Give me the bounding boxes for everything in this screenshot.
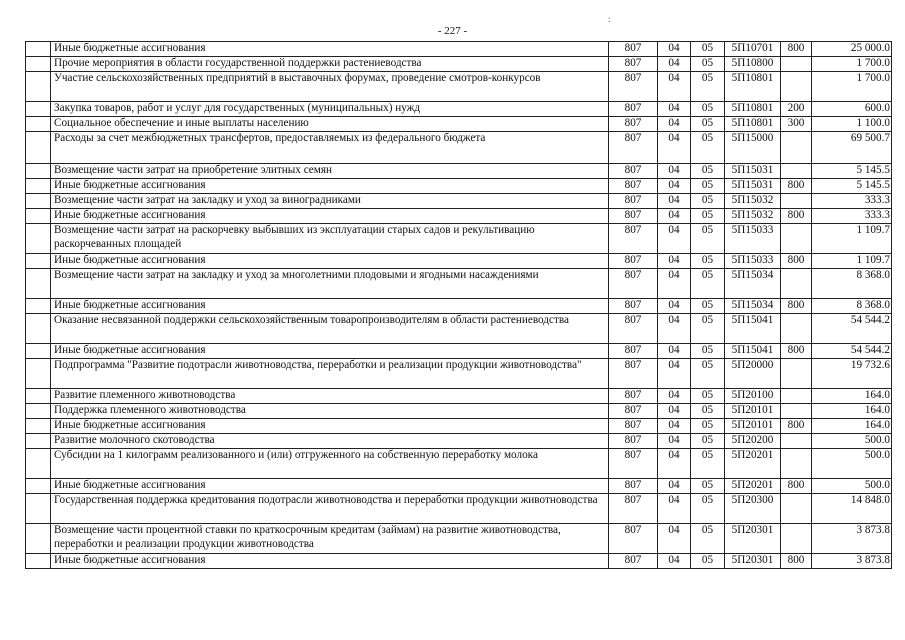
row-subsection: 05 <box>691 254 725 269</box>
row-blank-cell <box>26 179 51 194</box>
row-expense-type: 800 <box>781 344 812 359</box>
row-section: 04 <box>658 42 691 57</box>
row-blank-cell <box>26 164 51 179</box>
row-section: 04 <box>658 524 691 554</box>
row-admin-code: 807 <box>609 269 658 299</box>
row-target-code: 5П10801 <box>725 117 781 132</box>
row-amount: 333.3 <box>812 194 892 209</box>
row-target-code: 5П15032 <box>725 194 781 209</box>
row-target-code: 5П10801 <box>725 102 781 117</box>
table-row <box>26 419 892 434</box>
row-blank-cell <box>26 224 51 254</box>
row-section: 04 <box>658 72 691 102</box>
row-blank-cell <box>26 479 51 494</box>
row-section: 04 <box>658 434 691 449</box>
row-name: Иные бюджетные ассигнования <box>51 554 609 569</box>
row-subsection: 05 <box>691 132 725 164</box>
row-section: 04 <box>658 254 691 269</box>
row-target-code: 5П20201 <box>725 479 781 494</box>
table-row <box>26 179 892 194</box>
row-target-code: 5П20000 <box>725 359 781 389</box>
row-admin-code: 807 <box>609 57 658 72</box>
row-section: 04 <box>658 479 691 494</box>
row-blank-cell <box>26 419 51 434</box>
row-section: 04 <box>658 449 691 479</box>
row-expense-type: 800 <box>781 299 812 314</box>
row-expense-type <box>781 434 812 449</box>
table-row <box>26 479 892 494</box>
row-admin-code: 807 <box>609 179 658 194</box>
row-amount: 8 368.0 <box>812 269 892 299</box>
row-section: 04 <box>658 224 691 254</box>
row-subsection: 05 <box>691 299 725 314</box>
row-admin-code: 807 <box>609 194 658 209</box>
row-section: 04 <box>658 494 691 524</box>
row-name: Участие сельскохозяйственных предприятий в выставочных форумах, проведение смотров-конкурсов <box>51 72 609 102</box>
row-target-code: 5П20101 <box>725 419 781 434</box>
row-expense-type <box>781 269 812 299</box>
row-name: Иные бюджетные ассигнования <box>51 299 609 314</box>
row-blank-cell <box>26 389 51 404</box>
row-amount: 25 000.0 <box>812 42 892 57</box>
row-blank-cell <box>26 344 51 359</box>
row-blank-cell <box>26 42 51 57</box>
row-amount: 3 873.8 <box>812 524 892 554</box>
table-row <box>26 102 892 117</box>
row-section: 04 <box>658 179 691 194</box>
row-amount: 54 544.2 <box>812 344 892 359</box>
row-subsection: 05 <box>691 102 725 117</box>
row-admin-code: 807 <box>609 449 658 479</box>
budget-table <box>25 41 892 569</box>
table-row <box>26 524 892 554</box>
row-expense-type <box>781 194 812 209</box>
row-expense-type <box>781 164 812 179</box>
row-expense-type: 800 <box>781 209 812 224</box>
row-blank-cell <box>26 524 51 554</box>
row-subsection: 05 <box>691 434 725 449</box>
row-subsection: 05 <box>691 209 725 224</box>
row-amount: 500.0 <box>812 434 892 449</box>
row-amount: 500.0 <box>812 479 892 494</box>
row-expense-type <box>781 449 812 479</box>
row-target-code: 5П15031 <box>725 179 781 194</box>
row-subsection: 05 <box>691 524 725 554</box>
row-section: 04 <box>658 299 691 314</box>
row-amount: 1 700.0 <box>812 57 892 72</box>
row-amount: 5 145.5 <box>812 164 892 179</box>
row-blank-cell <box>26 554 51 569</box>
row-admin-code: 807 <box>609 72 658 102</box>
row-expense-type: 800 <box>781 479 812 494</box>
row-target-code: 5П15034 <box>725 299 781 314</box>
row-blank-cell <box>26 299 51 314</box>
row-target-code: 5П10801 <box>725 72 781 102</box>
row-target-code: 5П15000 <box>725 132 781 164</box>
row-blank-cell <box>26 494 51 524</box>
row-target-code: 5П20100 <box>725 389 781 404</box>
row-admin-code: 807 <box>609 494 658 524</box>
row-blank-cell <box>26 209 51 224</box>
row-admin-code: 807 <box>609 404 658 419</box>
row-blank-cell <box>26 449 51 479</box>
row-name: Возмещение части затрат на закладку и уход за многолетними плодовыми и ягодными насаждениями <box>51 269 609 299</box>
table-row <box>26 72 892 102</box>
row-name: Иные бюджетные ассигнования <box>51 254 609 269</box>
row-subsection: 05 <box>691 389 725 404</box>
table-row <box>26 42 892 57</box>
row-section: 04 <box>658 117 691 132</box>
table-row <box>26 449 892 479</box>
row-blank-cell <box>26 404 51 419</box>
row-name: Расходы за счет межбюджетных трансфертов, предоставляемых из федерального бюджета <box>51 132 609 164</box>
row-blank-cell <box>26 269 51 299</box>
row-expense-type: 800 <box>781 42 812 57</box>
row-amount: 600.0 <box>812 102 892 117</box>
row-expense-type <box>781 524 812 554</box>
row-expense-type: 200 <box>781 102 812 117</box>
row-expense-type: 300 <box>781 117 812 132</box>
row-subsection: 05 <box>691 479 725 494</box>
row-section: 04 <box>658 164 691 179</box>
row-section: 04 <box>658 314 691 344</box>
row-admin-code: 807 <box>609 164 658 179</box>
row-section: 04 <box>658 102 691 117</box>
row-expense-type: 800 <box>781 254 812 269</box>
row-section: 04 <box>658 269 691 299</box>
row-admin-code: 807 <box>609 419 658 434</box>
table-row <box>26 389 892 404</box>
table-row <box>26 117 892 132</box>
budget-table-body <box>26 42 892 569</box>
row-target-code: 5П20300 <box>725 494 781 524</box>
row-amount: 69 500.7 <box>812 132 892 164</box>
row-amount: 164.0 <box>812 389 892 404</box>
row-blank-cell <box>26 57 51 72</box>
row-amount: 1 109.7 <box>812 254 892 269</box>
row-target-code: 5П20200 <box>725 434 781 449</box>
row-admin-code: 807 <box>609 42 658 57</box>
table-row <box>26 299 892 314</box>
row-subsection: 05 <box>691 179 725 194</box>
row-blank-cell <box>26 434 51 449</box>
row-name: Возмещение части затрат на приобретение элитных семян <box>51 164 609 179</box>
table-row <box>26 209 892 224</box>
row-amount: 500.0 <box>812 449 892 479</box>
row-blank-cell <box>26 359 51 389</box>
table-row <box>26 269 892 299</box>
row-section: 04 <box>658 389 691 404</box>
row-amount: 5 145.5 <box>812 179 892 194</box>
row-name: Иные бюджетные ассигнования <box>51 419 609 434</box>
row-name: Поддержка племенного животноводства <box>51 404 609 419</box>
row-blank-cell <box>26 132 51 164</box>
row-name: Оказание несвязанной поддержки сельскохозяйственным товаропроизводителям в области растениеводства <box>51 314 609 344</box>
row-admin-code: 807 <box>609 209 658 224</box>
row-section: 04 <box>658 132 691 164</box>
row-section: 04 <box>658 359 691 389</box>
row-name: Развитие племенного животноводства <box>51 389 609 404</box>
row-admin-code: 807 <box>609 434 658 449</box>
row-subsection: 05 <box>691 449 725 479</box>
row-admin-code: 807 <box>609 117 658 132</box>
row-target-code: 5П15032 <box>725 209 781 224</box>
table-row <box>26 132 892 164</box>
row-subsection: 05 <box>691 194 725 209</box>
row-target-code: 5П15033 <box>725 224 781 254</box>
row-blank-cell <box>26 314 51 344</box>
page-number: - 227 - <box>437 25 468 37</box>
row-admin-code: 807 <box>609 524 658 554</box>
row-name: Субсидии на 1 килограмм реализованного и (или) отгруженного на собственную переработку молока <box>51 449 609 479</box>
table-row <box>26 434 892 449</box>
row-admin-code: 807 <box>609 132 658 164</box>
row-target-code: 5П10701 <box>725 42 781 57</box>
row-blank-cell <box>26 72 51 102</box>
row-name: Возмещение части процентной ставки по краткосрочным кредитам (займам) на развитие животноводства, переработки и реализации продукции животноводства <box>51 524 609 554</box>
row-admin-code: 807 <box>609 344 658 359</box>
row-expense-type: 800 <box>781 419 812 434</box>
row-subsection: 05 <box>691 57 725 72</box>
row-subsection: 05 <box>691 164 725 179</box>
row-target-code: 5П20301 <box>725 524 781 554</box>
row-expense-type <box>781 132 812 164</box>
row-name: Иные бюджетные ассигнования <box>51 179 609 194</box>
row-name: Возмещение части затрат на раскорчевку выбывших из эксплуатации старых садов и рекультивацию раскорчеванных площадей <box>51 224 609 254</box>
row-admin-code: 807 <box>609 389 658 404</box>
row-section: 04 <box>658 419 691 434</box>
table-row <box>26 194 892 209</box>
row-expense-type <box>781 72 812 102</box>
row-amount: 1 109.7 <box>812 224 892 254</box>
row-section: 04 <box>658 209 691 224</box>
row-subsection: 05 <box>691 419 725 434</box>
row-subsection: 05 <box>691 72 725 102</box>
row-amount: 1 700.0 <box>812 72 892 102</box>
row-name: Подпрограмма "Развитие подотрасли животноводства, переработки и реализации продукции животноводства" <box>51 359 609 389</box>
row-amount: 1 100.0 <box>812 117 892 132</box>
row-expense-type <box>781 359 812 389</box>
row-name: Иные бюджетные ассигнования <box>51 344 609 359</box>
row-amount: 8 368.0 <box>812 299 892 314</box>
row-target-code: 5П20201 <box>725 449 781 479</box>
row-subsection: 05 <box>691 494 725 524</box>
table-row <box>26 404 892 419</box>
row-target-code: 5П15041 <box>725 314 781 344</box>
row-expense-type <box>781 494 812 524</box>
row-subsection: 05 <box>691 359 725 389</box>
row-expense-type <box>781 389 812 404</box>
table-row <box>26 224 892 254</box>
row-amount: 164.0 <box>812 419 892 434</box>
row-name: Иные бюджетные ассигнования <box>51 479 609 494</box>
row-name: Прочие мероприятия в области государственной поддержки растениеводства <box>51 57 609 72</box>
row-subsection: 05 <box>691 42 725 57</box>
row-section: 04 <box>658 554 691 569</box>
row-admin-code: 807 <box>609 479 658 494</box>
row-blank-cell <box>26 194 51 209</box>
table-row <box>26 314 892 344</box>
row-admin-code: 807 <box>609 314 658 344</box>
row-amount: 333.3 <box>812 209 892 224</box>
row-amount: 54 544.2 <box>812 314 892 344</box>
row-amount: 164.0 <box>812 404 892 419</box>
row-target-code: 5П15033 <box>725 254 781 269</box>
row-expense-type <box>781 224 812 254</box>
row-name: Иные бюджетные ассигнования <box>51 42 609 57</box>
row-expense-type: 800 <box>781 554 812 569</box>
row-target-code: 5П15034 <box>725 269 781 299</box>
row-target-code: 5П15041 <box>725 344 781 359</box>
row-section: 04 <box>658 344 691 359</box>
row-name: Возмещение части затрат на закладку и уход за виноградниками <box>51 194 609 209</box>
table-row <box>26 359 892 389</box>
table-row <box>26 554 892 569</box>
row-amount: 3 873.8 <box>812 554 892 569</box>
row-blank-cell <box>26 102 51 117</box>
row-name: Социальное обеспечение и иные выплаты населению <box>51 117 609 132</box>
row-subsection: 05 <box>691 404 725 419</box>
row-admin-code: 807 <box>609 254 658 269</box>
table-row <box>26 164 892 179</box>
row-target-code: 5П10800 <box>725 57 781 72</box>
row-amount: 19 732.6 <box>812 359 892 389</box>
margin-mark: : <box>608 14 611 24</box>
row-name: Иные бюджетные ассигнования <box>51 209 609 224</box>
row-section: 04 <box>658 57 691 72</box>
row-name: Государственная поддержка кредитования подотрасли животноводства и переработки продукции животноводства <box>51 494 609 524</box>
table-row <box>26 494 892 524</box>
row-target-code: 5П20301 <box>725 554 781 569</box>
row-admin-code: 807 <box>609 102 658 117</box>
table-row <box>26 254 892 269</box>
row-subsection: 05 <box>691 224 725 254</box>
table-row <box>26 344 892 359</box>
row-target-code: 5П20101 <box>725 404 781 419</box>
row-section: 04 <box>658 404 691 419</box>
row-subsection: 05 <box>691 314 725 344</box>
row-blank-cell <box>26 254 51 269</box>
row-admin-code: 807 <box>609 299 658 314</box>
row-admin-code: 807 <box>609 224 658 254</box>
row-name: Развитие молочного скотоводства <box>51 434 609 449</box>
row-expense-type <box>781 404 812 419</box>
row-expense-type: 800 <box>781 179 812 194</box>
row-subsection: 05 <box>691 117 725 132</box>
row-expense-type <box>781 314 812 344</box>
row-amount: 14 848.0 <box>812 494 892 524</box>
row-name: Закупка товаров, работ и услуг для государственных (муниципальных) нужд <box>51 102 609 117</box>
row-admin-code: 807 <box>609 359 658 389</box>
row-subsection: 05 <box>691 344 725 359</box>
table-row <box>26 57 892 72</box>
row-admin-code: 807 <box>609 554 658 569</box>
row-subsection: 05 <box>691 554 725 569</box>
row-section: 04 <box>658 194 691 209</box>
row-expense-type <box>781 57 812 72</box>
row-blank-cell <box>26 117 51 132</box>
row-target-code: 5П15031 <box>725 164 781 179</box>
row-subsection: 05 <box>691 269 725 299</box>
